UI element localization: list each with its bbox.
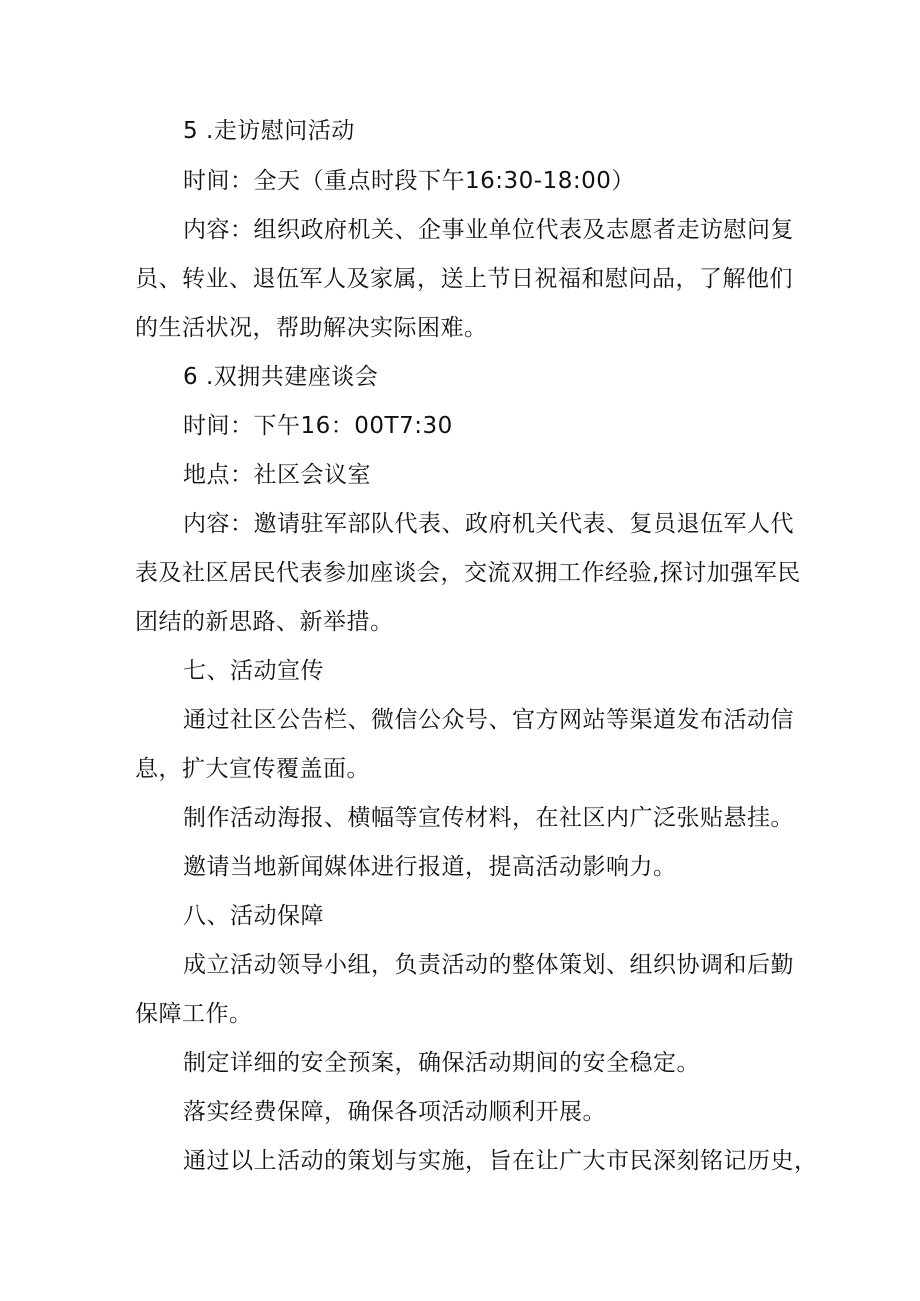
paragraph-line: 通过社区公告栏、微信公众号、官方网站等渠道发布活动信 bbox=[183, 707, 794, 733]
time-line: 时间：全天（重点时段下午16:30-18:00） bbox=[183, 168, 635, 194]
paragraph-line: 制定详细的安全预案，确保活动期间的安全稳定。 bbox=[183, 1050, 700, 1076]
paragraph-line: 保障工作。 bbox=[135, 1001, 253, 1027]
section-heading-8: 八、活动保障 bbox=[183, 903, 324, 929]
paragraph-line: 成立活动领导小组，负责活动的整体策划、组织协调和后勤 bbox=[183, 952, 794, 978]
content-line: 内容：邀请驻军部队代表、政府机关代表、复员退伍军人代 bbox=[183, 511, 794, 537]
content-line: 内容：组织政府机关、企事业单位代表及志愿者走访慰问复 bbox=[183, 217, 794, 243]
paragraph-line: 息，扩大宣传覆盖面。 bbox=[135, 756, 370, 782]
section-heading-7: 七、活动宣传 bbox=[183, 658, 324, 684]
heading-item-5: 5 .走访慰问活动 bbox=[183, 118, 355, 144]
paragraph-line: 制作活动海报、横幅等宣传材料，在社区内广泛张贴悬挂。 bbox=[183, 805, 794, 831]
heading-item-6: 6 .双拥共建座谈会 bbox=[183, 364, 379, 390]
location-line: 地点：社区会议室 bbox=[183, 462, 371, 488]
content-line: 团结的新思路、新举措。 bbox=[135, 609, 394, 635]
content-line: 表及社区居民代表参加座谈会，交流双拥工作经验,探讨加强军民 bbox=[135, 560, 801, 586]
content-line: 的生活状况，帮助解决实际困难。 bbox=[135, 315, 488, 341]
time-line: 时间：下午16：00T7:30 bbox=[183, 413, 453, 439]
paragraph-line: 邀请当地新闻媒体进行报道，提高活动影响力。 bbox=[183, 854, 677, 880]
content-line: 员、转业、退伍军人及家属，送上节日祝福和慰问品，了解他们 bbox=[135, 266, 793, 292]
paragraph-line: 通过以上活动的策划与实施，旨在让广大市民深刻铭记历史， bbox=[183, 1148, 818, 1174]
paragraph-line: 落实经费保障，确保各项活动顺利开展。 bbox=[183, 1099, 606, 1125]
